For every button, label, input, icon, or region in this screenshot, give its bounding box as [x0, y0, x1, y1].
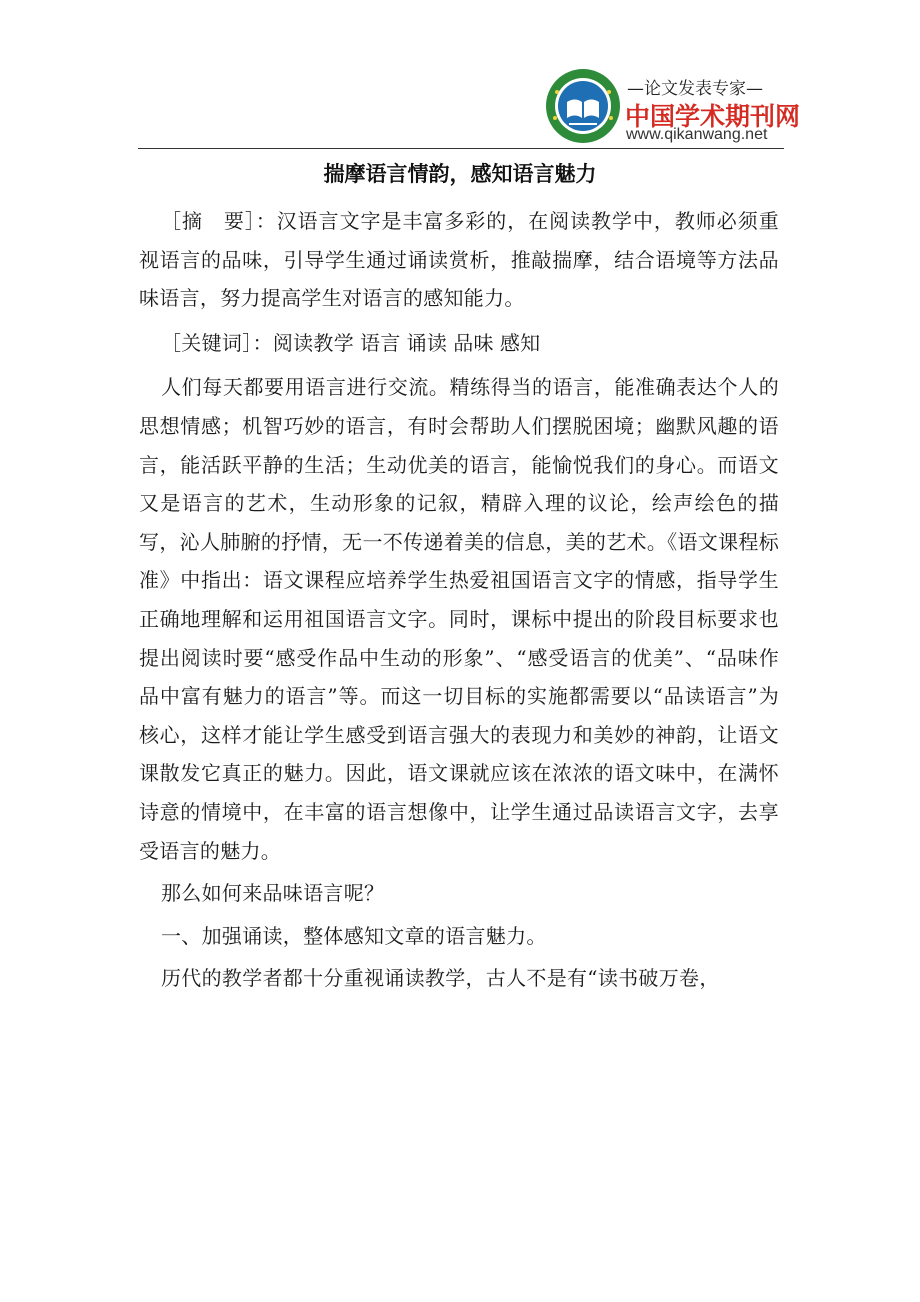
- body-paragraph: 那么如何来品味语言呢？: [161, 881, 385, 906]
- abstract-paragraph: ［摘 要］：汉语言文字是丰富多彩的，在阅读教学中，教师必须重视语言的品味，引导学生通过诵读赏析，推敲揣摩，结合语境等方法品味语言，努力提高学生对语言的感知能力。: [139, 209, 779, 311]
- article-body: [139, 202, 779, 998]
- keyword-item: 诵读: [406, 330, 448, 355]
- logo-slogan: —论文发表专家—: [627, 79, 763, 99]
- body-paragraph: 历代的教学者都十分重视诵读教学，古人不是有“读书破万卷，: [161, 966, 720, 991]
- logo-url[interactable]: www.qikanwang.net: [626, 126, 768, 143]
- keyword-item: 语言: [360, 330, 401, 355]
- logo-name: 中国学术期刊网: [625, 102, 801, 131]
- section-heading: 一、加强诵读，整体感知文章的语言魅力。: [161, 923, 547, 948]
- article-title: 揣摩语言情韵，感知语言魅力: [323, 162, 597, 186]
- keywords-line: [139, 324, 779, 363]
- keywords-label: ［关键词］：: [161, 330, 273, 355]
- keyword-item: 感知: [499, 330, 541, 355]
- keyword-item: 品味: [453, 330, 494, 355]
- site-logo[interactable]: [545, 66, 801, 146]
- header-divider: [138, 148, 784, 149]
- globe-book-icon: [545, 66, 625, 146]
- body-paragraph: 人们每天都要用语言进行交流。精练得当的语言，能准确表达个人的思想情感；机智巧妙的语言，有时会帮助人们摆脱困境；幽默风趣的语言，能活跃平静的生活；生动优美的语言，能愉悦我们的身心。而语文又是语言的艺术，生动形象的记叙，精辟入理的议论，绘声绘色的描写，沁人肺腑的抒情，无一不传递着美的信息，美的艺术。《语文课程标准》中指出：语文课程应培养学生热爱祖国语言文字的情感，指导学生正确地理解和运用祖国语言文字。同时，课标中提出的阶段目标要求也提出阅读时要“感受作品中生动的形象”、“感受语言的优美”、“品味作品中富有魅力的语言”等。而这一切目标的实施都需要以“品读语言”为核心，这样才能让学生感受到语言强大的表现力和美妙的神韵，让语文课散发它真正的魅力。因此，语文课就应该在浓浓的语文味中，在满怀诗意的情境中，在丰富的语言想像中，让学生通过品读语言文字，去享受语言的魅力。: [139, 375, 779, 863]
- keyword-item: 阅读教学: [272, 330, 355, 355]
